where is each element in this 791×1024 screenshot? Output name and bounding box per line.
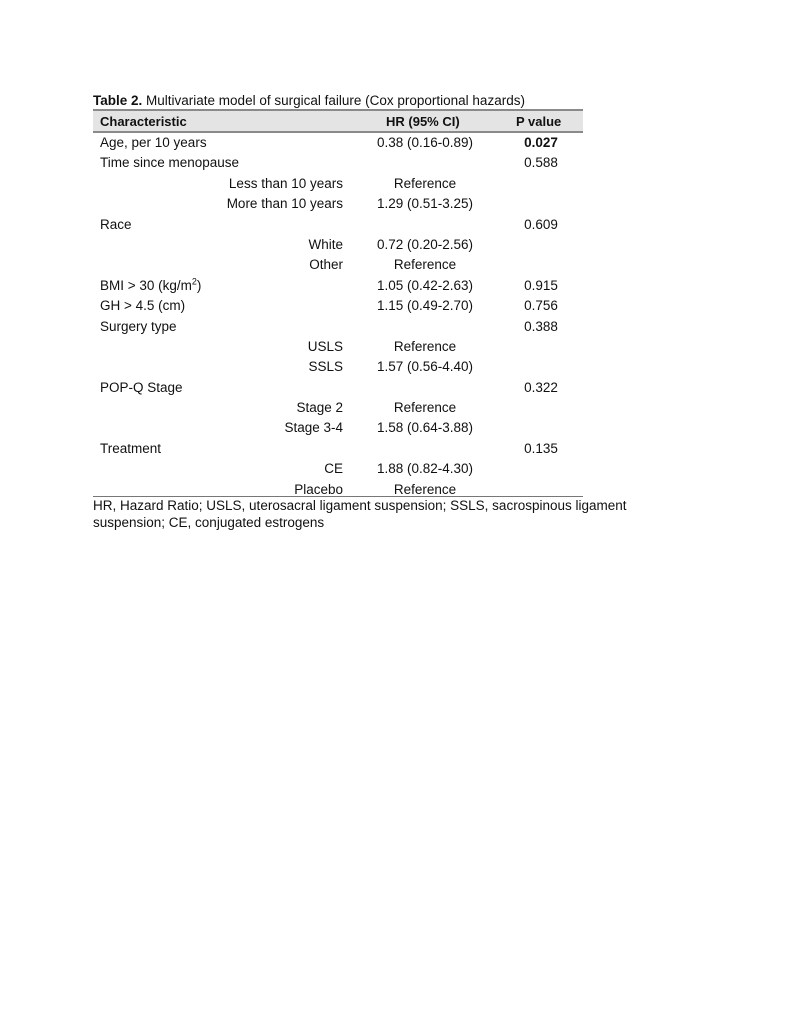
row-label: [100, 278, 201, 293]
row-hazard-ratio: 1.15 (0.49-2.70): [376, 298, 474, 314]
table-row: [93, 255, 583, 275]
table-row: [93, 398, 583, 418]
table-body: [93, 133, 583, 500]
table-row: [93, 317, 583, 337]
table-row: [93, 194, 583, 214]
row-p-value: 0.756: [524, 298, 558, 314]
row-hazard-ratio: 0.72 (0.20-2.56): [376, 236, 474, 252]
row-sublabel: USLS: [307, 338, 343, 354]
table-row: [93, 133, 583, 153]
table-row: [93, 418, 583, 438]
row-sublabel: Stage 3-4: [284, 420, 343, 436]
results-table: [93, 109, 583, 500]
row-hazard-ratio: Reference: [393, 175, 457, 191]
row-p-value: 0.135: [524, 440, 558, 456]
row-label: [100, 441, 161, 456]
table-row: [93, 378, 583, 398]
row-label-text: Surgery type: [100, 318, 177, 334]
table-footnote: HR, Hazard Ratio; USLS, uterosacral ligament suspension; SSLS, sacrospinous ligament suspension; CE, conjugated estrogens: [93, 498, 627, 530]
row-sublabel: Other: [309, 257, 343, 273]
row-hazard-ratio: 1.05 (0.42-2.63): [376, 277, 474, 293]
table-caption: [93, 93, 525, 108]
row-label-superscript: 2: [191, 276, 197, 287]
row-hazard-ratio: Reference: [393, 400, 457, 416]
header-hr: HR (95% CI): [386, 114, 460, 129]
row-hazard-ratio: 1.88 (0.82-4.30): [376, 461, 474, 477]
row-label-text: Time since menopause: [100, 155, 240, 171]
table-row: [93, 153, 583, 173]
row-sublabel: CE: [324, 461, 343, 477]
header-characteristic: Characteristic: [100, 114, 187, 129]
row-sublabel: Stage 2: [296, 400, 343, 416]
row-p-value: 0.588: [524, 155, 558, 171]
row-p-value: 0.609: [524, 216, 558, 232]
row-sublabel: White: [308, 236, 343, 252]
row-sublabel: More than 10 years: [226, 196, 343, 212]
row-label: [100, 155, 239, 170]
table-row: [93, 296, 583, 316]
row-p-value: 0.322: [524, 379, 558, 395]
row-label-text: Age, per 10 years: [100, 135, 207, 150]
row-hazard-ratio: Reference: [393, 338, 457, 354]
row-label: [100, 135, 207, 150]
table-caption-label: Table 2.: [93, 93, 143, 108]
row-sublabel: SSLS: [308, 359, 343, 375]
row-label-suffix: ): [196, 277, 202, 293]
row-label-text: BMI > 30 (kg/m: [100, 277, 192, 293]
row-label-text: POP-Q Stage: [100, 379, 183, 395]
row-hazard-ratio: 1.29 (0.51-3.25): [376, 196, 474, 212]
row-label: [100, 380, 183, 395]
row-label-text: Treatment: [100, 440, 162, 456]
row-hazard-ratio: 1.58 (0.64-3.88): [376, 420, 474, 436]
row-sublabel: Placebo: [294, 481, 343, 497]
row-sublabel: Less than 10 years: [228, 175, 343, 191]
row-label: [100, 298, 185, 313]
row-label-text: Race: [100, 216, 132, 232]
row-hazard-ratio: Reference: [393, 481, 457, 497]
table-row: [93, 174, 583, 194]
table-row: [93, 337, 583, 357]
table-row: [93, 235, 583, 255]
row-label: [100, 319, 177, 334]
table-row: [93, 276, 583, 296]
table-row: [93, 215, 583, 235]
row-hazard-ratio: 0.38 (0.16-0.89): [376, 135, 474, 150]
table-row: [93, 357, 583, 377]
row-p-value: 0.388: [524, 318, 558, 334]
row-p-value: 0.915: [524, 277, 558, 293]
row-p-value: 0.027: [524, 135, 558, 150]
row-hazard-ratio: 1.57 (0.56-4.40): [376, 359, 474, 375]
row-hazard-ratio: Reference: [393, 257, 457, 273]
row-label: [100, 217, 132, 232]
table-row: [93, 439, 583, 459]
header-p-value: P value: [516, 114, 562, 129]
row-label-text: GH > 4.5 (cm): [100, 298, 186, 314]
table-header: [93, 109, 583, 133]
table-caption-text: Multivariate model of surgical failure (Cox proportional hazards): [142, 93, 525, 108]
table-row: [93, 459, 583, 479]
